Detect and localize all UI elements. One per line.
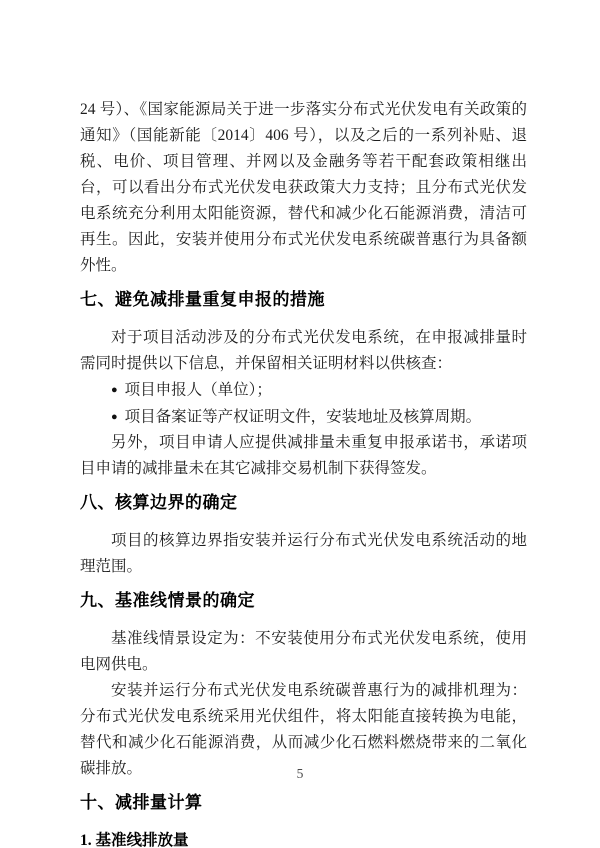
list-item [80, 404, 527, 431]
section-9-paragraph-1: 基准线情景设定为：不安装使用分布式光伏发电系统，使用电网供电。 [80, 630, 527, 673]
section-7-intro-paragraph: 对于项目活动涉及的分布式光伏发电系统，在申报减排量时需同时提供以下信息，并保留相关证明材料以供核查： [80, 329, 527, 372]
page-number: 5 [296, 766, 304, 781]
continuation-paragraph: 24 号）、《国家能源局关于进一步落实分布式光伏发电有关政策的通知》（国能新能〔2014〕406 号），以及之后的一系列补贴、退税、电价、项目管理、并网以及金融务等若干配套政策相继出台，可以看出分布式光伏发电获政策大力支持；且分布式光伏发电系统充分利用太阳能资源，替代和减少化石能源消费，清洁可再生。因此，安装并使用分布式光伏发电系统碳普惠行为具备额外性。 [80, 101, 527, 274]
bullet-icon: ● [111, 384, 118, 396]
bullet-icon: ● [111, 410, 118, 423]
section-heading-7: 七、避免减排量重复申报的措施 [80, 290, 325, 309]
section-9-paragraph-2: 安装并运行分布式光伏发电系统碳普惠行为的减排机理为：分布式光伏发电系统采用光伏组件，将太阳能直接转换为电能，替代和减少化石能源消费，从而减少化石燃料燃烧带来的二氧化碳排放。 [80, 682, 527, 777]
bullet-text: 项目备案证等产权证明文件，安装地址及核算周期。 [124, 408, 482, 425]
section-8-paragraph: 项目的核算边界指安装并运行分布式光伏发电系统活动的地理范围。 [80, 532, 527, 575]
section-heading-8: 八、核算边界的确定 [80, 493, 238, 512]
subsection-heading-baseline-emissions: 1. 基准线排放量 [80, 832, 189, 848]
bullet-text: 项目申报人（单位）； [124, 381, 272, 399]
section-7-bullet-list [80, 377, 527, 430]
document-body [80, 97, 527, 848]
section-heading-9: 九、基准线情景的确定 [80, 591, 255, 610]
section-heading-10: 十、减排量计算 [80, 793, 203, 812]
list-item [80, 377, 527, 404]
section-7-outro-paragraph: 另外，项目申请人应提供减排量未重复申报承诺书，承诺项目申请的减排量未在其它减排交易机制下获得签发。 [80, 434, 527, 477]
